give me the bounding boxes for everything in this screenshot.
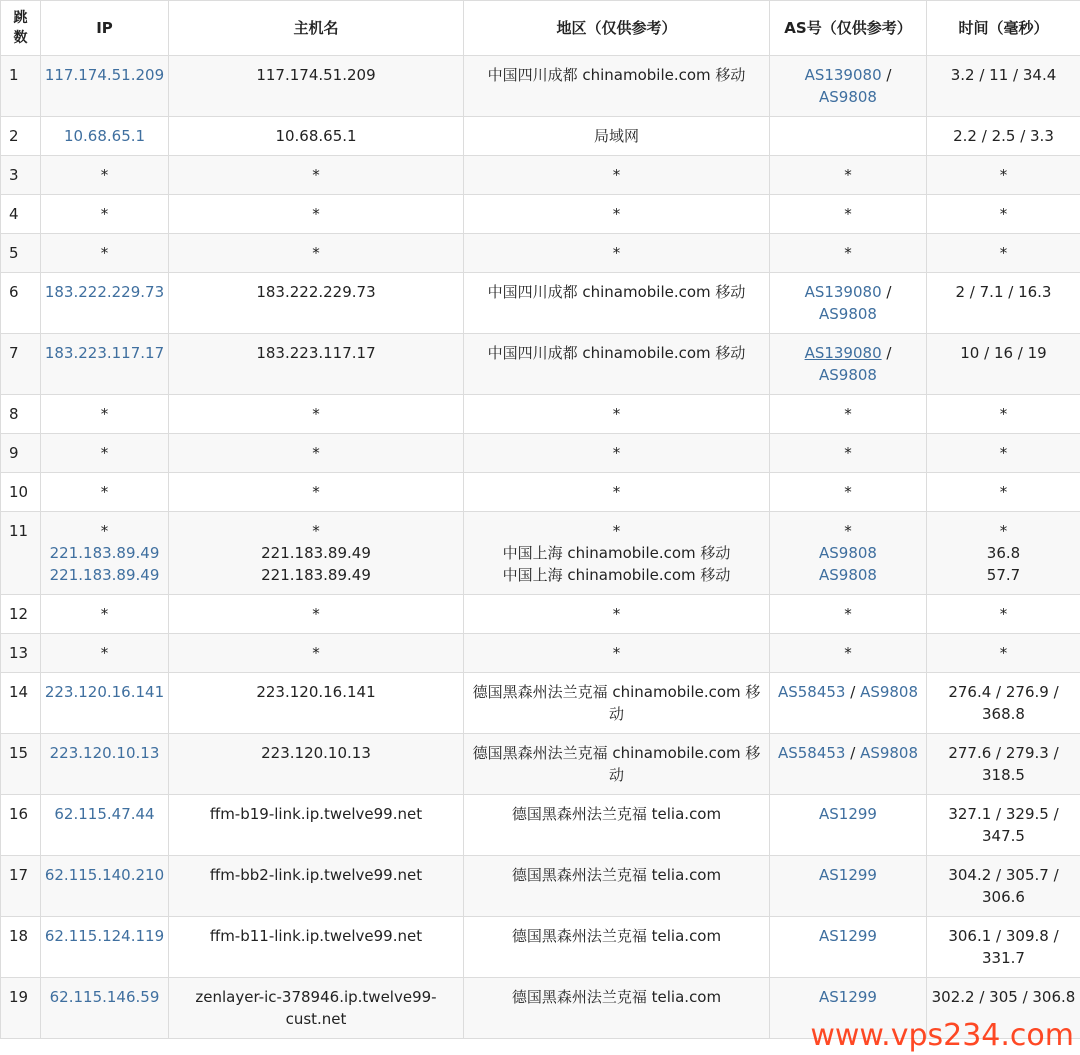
time-text: * xyxy=(999,644,1008,662)
as-link[interactable]: AS9808 xyxy=(860,683,919,701)
table-row xyxy=(1,273,1080,334)
table-row xyxy=(1,156,1080,195)
as-line xyxy=(770,986,926,1008)
as-cell xyxy=(770,473,927,512)
as-cell xyxy=(770,434,927,473)
ip-cell xyxy=(41,473,169,512)
as-line xyxy=(770,86,926,108)
table-row xyxy=(1,234,1080,273)
as-cell xyxy=(770,595,927,634)
hostname-text: zenlayer-ic-378946.ip.twelve99- xyxy=(195,988,437,1006)
as-link[interactable]: AS139080 xyxy=(804,344,882,362)
hostname-text: * xyxy=(312,644,320,662)
region-cell xyxy=(464,634,770,673)
region-text: 德国黑森州法兰克福 chinamobile.com 移 xyxy=(472,744,761,762)
ip-cell xyxy=(41,395,169,434)
time-cell xyxy=(927,473,1080,512)
as-cell xyxy=(770,856,927,917)
header-time: 时间（毫秒） xyxy=(927,1,1080,56)
as-link[interactable]: AS9808 xyxy=(819,305,877,323)
hop-cell: 2 xyxy=(1,117,41,156)
region-cell xyxy=(464,595,770,634)
table-row xyxy=(1,856,1080,917)
time-cell xyxy=(927,156,1080,195)
time-text: 36.8 xyxy=(986,544,1021,562)
as-cell xyxy=(770,234,927,273)
as-link[interactable]: AS1299 xyxy=(819,988,877,1006)
hop-cell: 15 xyxy=(1,734,41,795)
time-cell xyxy=(927,117,1080,156)
ip-link[interactable]: 62.115.124.119 xyxy=(44,927,165,945)
as-cell xyxy=(770,395,927,434)
ip-link[interactable]: 221.183.89.49 xyxy=(49,544,160,562)
hop-cell: 4 xyxy=(1,195,41,234)
region-text: 德国黑森州法兰克福 telia.com xyxy=(511,866,722,884)
time-text: 277.6 / 279.3 / xyxy=(948,744,1059,762)
as-line xyxy=(770,864,926,886)
hostname-text: * xyxy=(312,444,320,462)
as-cell xyxy=(770,795,927,856)
region-cell xyxy=(464,117,770,156)
as-cell xyxy=(770,673,927,734)
as-cell xyxy=(770,512,927,595)
time-text: * xyxy=(999,605,1008,623)
region-text: * xyxy=(612,605,621,623)
ip-link[interactable]: 221.183.89.49 xyxy=(49,566,160,584)
hostname-text: 10.68.65.1 xyxy=(275,127,357,145)
as-link[interactable]: AS9808 xyxy=(819,366,877,384)
hostname-cell xyxy=(169,634,464,673)
region-cell xyxy=(464,395,770,434)
hostname-text: ffm-b11-link.ip.twelve99.net xyxy=(209,927,423,945)
hop-cell: 1 xyxy=(1,56,41,117)
table-row xyxy=(1,473,1080,512)
region-cell xyxy=(464,334,770,395)
region-text: 中国四川成都 chinamobile.com 移动 xyxy=(487,344,746,362)
region-cell xyxy=(464,917,770,978)
table-row xyxy=(1,795,1080,856)
ip-cell xyxy=(41,512,169,595)
region-text: * xyxy=(612,205,621,223)
hop-cell: 16 xyxy=(1,795,41,856)
hostname-cell xyxy=(169,473,464,512)
watermark-logo: www.vps234.com xyxy=(810,1018,1074,1053)
hostname-cell xyxy=(169,512,464,595)
time-cell xyxy=(927,512,1080,595)
region-cell xyxy=(464,856,770,917)
time-text: * xyxy=(999,405,1008,423)
header-hostname: 主机名 xyxy=(169,1,464,56)
ip-cell xyxy=(41,673,169,734)
time-text: 276.4 / 276.9 / xyxy=(948,683,1059,701)
hostname-text: * xyxy=(312,205,320,223)
time-text: 331.7 xyxy=(982,949,1025,967)
time-cell xyxy=(927,734,1080,795)
time-text: 57.7 xyxy=(986,566,1021,584)
region-cell xyxy=(464,673,770,734)
time-text: * xyxy=(999,205,1008,223)
ip-cell xyxy=(41,195,169,234)
time-text: * xyxy=(999,244,1008,262)
hop-cell: 5 xyxy=(1,234,41,273)
table-header-row xyxy=(1,1,1080,56)
hostname-text: * xyxy=(312,605,320,623)
time-text: 2 / 7.1 / 16.3 xyxy=(955,283,1052,301)
time-text: 318.5 xyxy=(982,766,1025,784)
time-cell xyxy=(927,795,1080,856)
as-text: * xyxy=(844,444,852,462)
ip-link[interactable]: 117.174.51.209 xyxy=(44,66,165,84)
time-text: 302.2 / 305 / 306.8 xyxy=(931,988,1076,1006)
region-cell xyxy=(464,273,770,334)
hop-cell: 17 xyxy=(1,856,41,917)
time-cell xyxy=(927,434,1080,473)
ip-cell xyxy=(41,234,169,273)
time-cell xyxy=(927,634,1080,673)
ip-text: * xyxy=(100,605,109,623)
as-link[interactable]: AS9808 xyxy=(819,544,877,562)
hop-cell: 14 xyxy=(1,673,41,734)
table-row xyxy=(1,634,1080,673)
time-text: * xyxy=(999,522,1008,540)
time-text: 306.6 xyxy=(982,888,1025,906)
as-cell xyxy=(770,734,927,795)
hop-cell: 11 xyxy=(1,512,41,595)
region-text: 德国黑森州法兰克福 telia.com xyxy=(511,805,722,823)
ip-link[interactable]: 62.115.47.44 xyxy=(54,805,155,823)
region-text: * xyxy=(612,244,621,262)
hostname-text: 117.174.51.209 xyxy=(256,66,376,84)
as-link[interactable]: AS1299 xyxy=(819,866,877,884)
hostname-cell xyxy=(169,117,464,156)
ip-cell xyxy=(41,634,169,673)
as-text: * xyxy=(844,205,852,223)
ip-text: * xyxy=(100,244,109,262)
as-link[interactable]: AS139080 xyxy=(804,66,882,84)
as-separator: / xyxy=(881,283,892,301)
region-text: 中国上海 chinamobile.com 移动 xyxy=(502,544,731,562)
as-cell xyxy=(770,117,927,156)
hostname-text: 223.120.10.13 xyxy=(261,744,371,762)
hostname-cell xyxy=(169,917,464,978)
time-cell xyxy=(927,595,1080,634)
as-line xyxy=(770,742,926,764)
ip-cell xyxy=(41,734,169,795)
time-cell xyxy=(927,856,1080,917)
as-text: * xyxy=(844,244,852,262)
ip-link[interactable]: 62.115.140.210 xyxy=(44,866,165,884)
time-cell xyxy=(927,334,1080,395)
table-row xyxy=(1,334,1080,395)
region-text: * xyxy=(612,405,621,423)
time-text: 368.8 xyxy=(982,705,1025,723)
region-text: * xyxy=(612,444,621,462)
hostname-text: ffm-b19-link.ip.twelve99.net xyxy=(209,805,423,823)
table-row xyxy=(1,395,1080,434)
region-text: 动 xyxy=(608,705,624,723)
time-cell xyxy=(927,234,1080,273)
time-text: * xyxy=(999,483,1008,501)
hostname-text: * xyxy=(312,522,320,540)
region-text: 动 xyxy=(608,766,624,784)
ip-link[interactable]: 223.120.16.141 xyxy=(44,683,165,701)
region-cell xyxy=(464,734,770,795)
as-link[interactable]: AS1299 xyxy=(819,927,877,945)
as-line xyxy=(770,281,926,303)
as-cell xyxy=(770,334,927,395)
header-as-number: AS号（仅供参考） xyxy=(770,1,927,56)
as-cell xyxy=(770,634,927,673)
hostname-cell xyxy=(169,273,464,334)
table-row xyxy=(1,56,1080,117)
region-cell xyxy=(464,234,770,273)
region-cell xyxy=(464,56,770,117)
time-cell xyxy=(927,56,1080,117)
table-row xyxy=(1,917,1080,978)
hostname-text: 221.183.89.49 xyxy=(261,566,371,584)
region-text: 德国黑森州法兰克福 chinamobile.com 移 xyxy=(472,683,761,701)
hostname-cell xyxy=(169,334,464,395)
as-text: * xyxy=(844,605,852,623)
time-cell xyxy=(927,273,1080,334)
region-text: * xyxy=(612,166,621,184)
as-link[interactable]: AS1299 xyxy=(819,805,877,823)
as-link[interactable]: AS58453 xyxy=(777,683,846,701)
ip-cell xyxy=(41,273,169,334)
region-text: 中国上海 chinamobile.com 移动 xyxy=(502,566,731,584)
as-cell xyxy=(770,273,927,334)
time-cell xyxy=(927,195,1080,234)
hop-cell: 12 xyxy=(1,595,41,634)
hop-cell: 6 xyxy=(1,273,41,334)
region-cell xyxy=(464,978,770,1039)
time-text: 347.5 xyxy=(982,827,1025,845)
table-body xyxy=(1,56,1080,1039)
time-text: 327.1 / 329.5 / xyxy=(948,805,1059,823)
hop-cell: 8 xyxy=(1,395,41,434)
ip-text: * xyxy=(100,483,109,501)
as-cell xyxy=(770,56,927,117)
hop-cell: 10 xyxy=(1,473,41,512)
hostname-cell xyxy=(169,856,464,917)
header-ip: IP xyxy=(41,1,169,56)
hostname-text: ffm-bb2-link.ip.twelve99.net xyxy=(209,866,423,884)
as-link[interactable]: AS9808 xyxy=(860,744,919,762)
as-line xyxy=(770,364,926,386)
ip-link[interactable]: 223.120.10.13 xyxy=(49,744,160,762)
ip-link[interactable]: 183.223.117.17 xyxy=(44,344,165,362)
region-text: 中国四川成都 chinamobile.com 移动 xyxy=(487,66,746,84)
hostname-cell xyxy=(169,156,464,195)
hostname-text: * xyxy=(312,244,320,262)
hostname-text: 221.183.89.49 xyxy=(261,544,371,562)
hostname-text: 183.223.117.17 xyxy=(256,344,376,362)
as-separator: / xyxy=(845,683,861,701)
region-text: * xyxy=(612,483,621,501)
hostname-cell xyxy=(169,395,464,434)
hostname-cell xyxy=(169,734,464,795)
ip-link[interactable]: 10.68.65.1 xyxy=(63,127,146,145)
region-text: 德国黑森州法兰克福 telia.com xyxy=(511,988,722,1006)
time-cell xyxy=(927,917,1080,978)
ip-cell xyxy=(41,434,169,473)
hostname-text: * xyxy=(312,483,320,501)
ip-cell xyxy=(41,56,169,117)
ip-text: * xyxy=(100,444,109,462)
as-separator: / xyxy=(881,66,892,84)
table-row xyxy=(1,117,1080,156)
ip-text: * xyxy=(100,405,109,423)
hostname-cell xyxy=(169,673,464,734)
as-line xyxy=(770,925,926,947)
ip-cell xyxy=(41,334,169,395)
ip-cell xyxy=(41,156,169,195)
time-text: 3.2 / 11 / 34.4 xyxy=(950,66,1057,84)
region-text: * xyxy=(612,522,621,540)
hostname-text: * xyxy=(312,405,320,423)
as-separator: / xyxy=(881,344,892,362)
as-link[interactable]: AS58453 xyxy=(777,744,846,762)
hostname-text: 183.222.229.73 xyxy=(256,283,376,301)
as-line xyxy=(770,64,926,86)
hop-cell: 7 xyxy=(1,334,41,395)
time-text: * xyxy=(999,444,1008,462)
time-text: 306.1 / 309.8 / xyxy=(948,927,1059,945)
ip-cell xyxy=(41,856,169,917)
as-cell xyxy=(770,156,927,195)
hostname-cell xyxy=(169,195,464,234)
as-link[interactable]: AS139080 xyxy=(804,283,882,301)
as-line xyxy=(770,681,926,703)
as-text: * xyxy=(844,522,852,540)
hop-cell: 13 xyxy=(1,634,41,673)
region-text: * xyxy=(612,644,621,662)
as-link[interactable]: AS9808 xyxy=(819,566,877,584)
as-line xyxy=(770,803,926,825)
ip-link[interactable]: 183.222.229.73 xyxy=(44,283,165,301)
as-cell xyxy=(770,917,927,978)
region-cell xyxy=(464,512,770,595)
time-cell xyxy=(927,395,1080,434)
ip-link[interactable]: 62.115.146.59 xyxy=(49,988,160,1006)
hop-cell: 18 xyxy=(1,917,41,978)
table-row xyxy=(1,434,1080,473)
as-text: * xyxy=(844,166,852,184)
as-text: * xyxy=(844,483,852,501)
hostname-text: 223.120.16.141 xyxy=(256,683,376,701)
region-text: 局域网 xyxy=(593,127,639,145)
as-separator: / xyxy=(845,744,861,762)
ip-cell xyxy=(41,595,169,634)
hostname-text: * xyxy=(312,166,320,184)
hostname-cell xyxy=(169,234,464,273)
header-hop: 跳 数 xyxy=(1,1,41,56)
hostname-cell xyxy=(169,795,464,856)
ip-cell xyxy=(41,117,169,156)
ip-cell xyxy=(41,978,169,1039)
table-row xyxy=(1,734,1080,795)
as-cell xyxy=(770,195,927,234)
hostname-text: cust.net xyxy=(285,1010,347,1028)
ip-text: * xyxy=(100,205,109,223)
time-text: * xyxy=(999,166,1008,184)
hostname-cell xyxy=(169,595,464,634)
hostname-cell xyxy=(169,434,464,473)
region-text: 德国黑森州法兰克福 telia.com xyxy=(511,927,722,945)
as-line xyxy=(770,342,926,364)
as-link[interactable]: AS9808 xyxy=(819,88,877,106)
hostname-cell xyxy=(169,56,464,117)
hop-cell: 9 xyxy=(1,434,41,473)
time-text: 304.2 / 305.7 / xyxy=(948,866,1059,884)
hop-cell: 3 xyxy=(1,156,41,195)
region-cell xyxy=(464,434,770,473)
hop-cell: 19 xyxy=(1,978,41,1039)
as-text: * xyxy=(844,405,852,423)
table-row xyxy=(1,512,1080,595)
hostname-cell xyxy=(169,978,464,1039)
region-cell xyxy=(464,195,770,234)
table-row xyxy=(1,195,1080,234)
time-text: 10 / 16 / 19 xyxy=(960,344,1047,362)
header-region: 地区（仅供参考） xyxy=(464,1,770,56)
region-cell xyxy=(464,156,770,195)
as-text: * xyxy=(844,644,852,662)
region-cell xyxy=(464,795,770,856)
ip-cell xyxy=(41,917,169,978)
region-text: 中国四川成都 chinamobile.com 移动 xyxy=(487,283,746,301)
table-row xyxy=(1,595,1080,634)
ip-text: * xyxy=(100,522,109,540)
table-row xyxy=(1,673,1080,734)
region-cell xyxy=(464,473,770,512)
ip-text: * xyxy=(100,644,109,662)
as-line xyxy=(770,303,926,325)
ip-cell xyxy=(41,795,169,856)
ip-text: * xyxy=(100,166,109,184)
time-cell xyxy=(927,673,1080,734)
time-text: 2.2 / 2.5 / 3.3 xyxy=(953,127,1054,145)
